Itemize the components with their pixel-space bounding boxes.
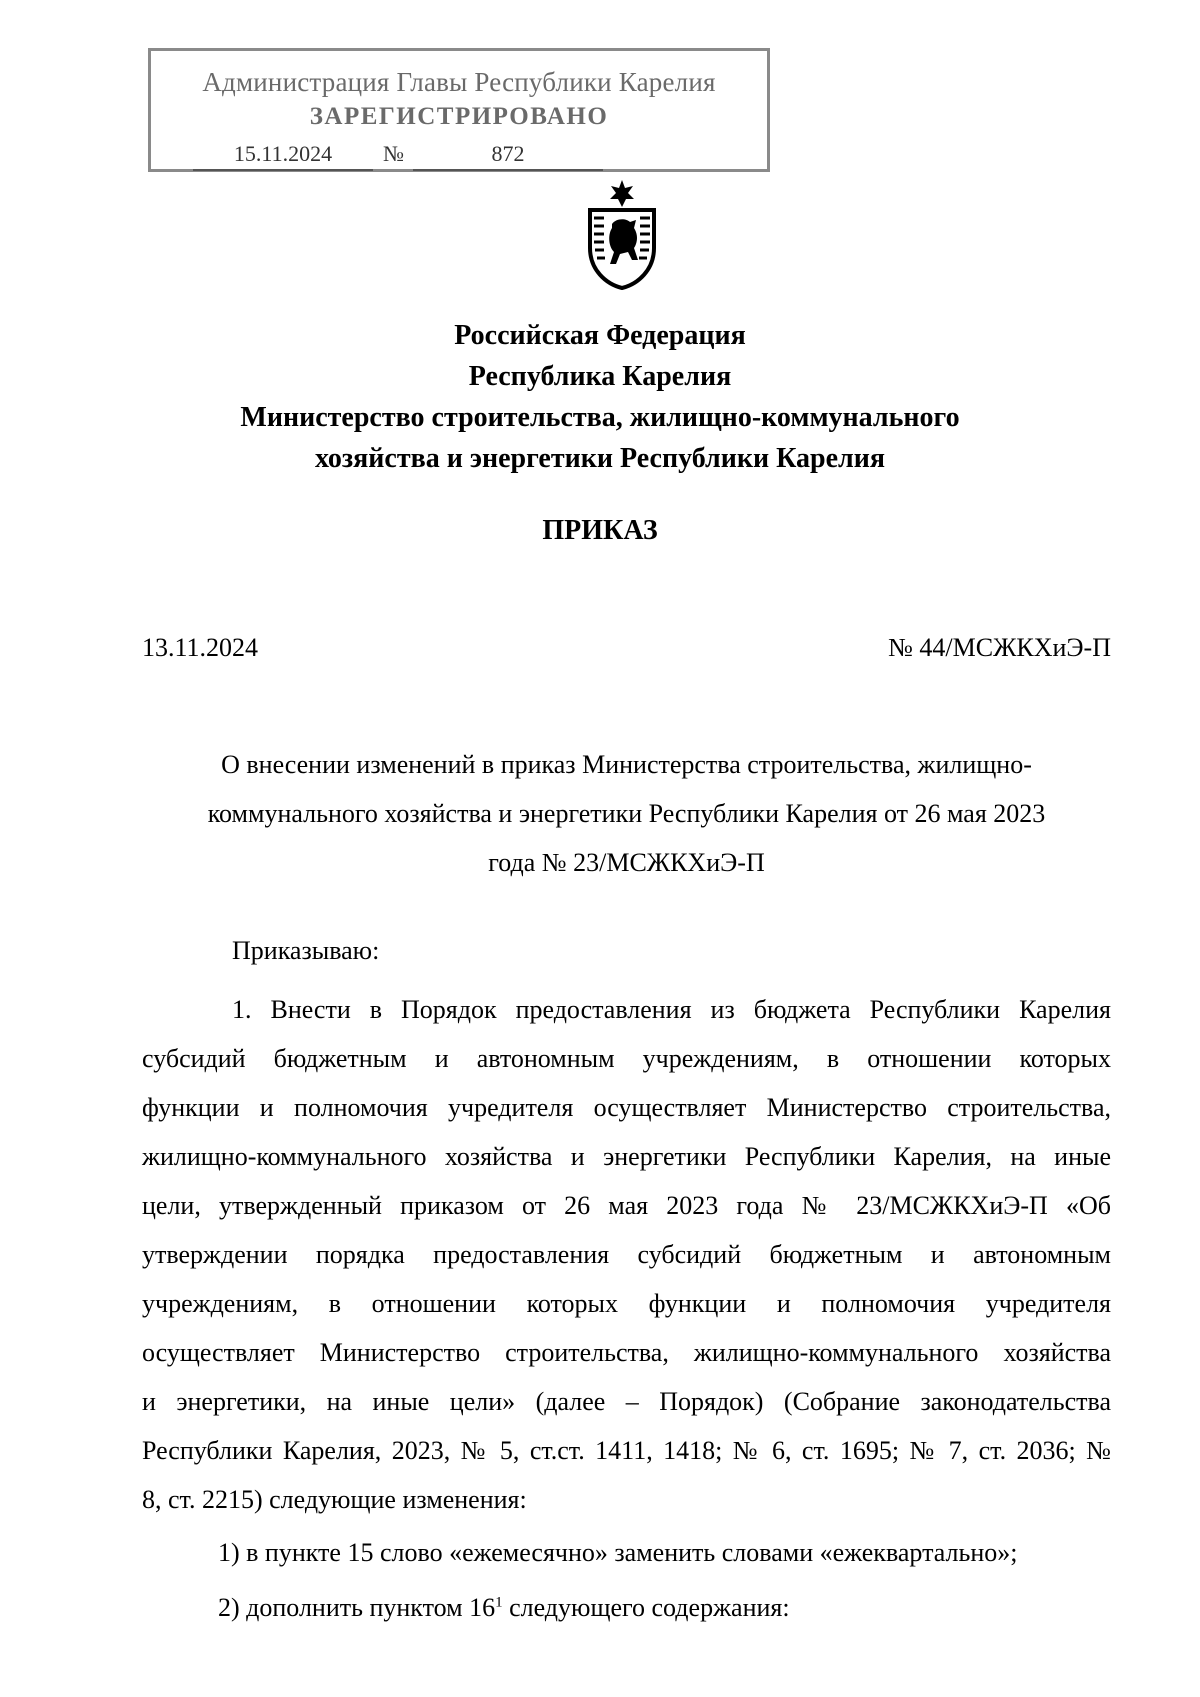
document-type: ПРИКАЗ [542, 515, 658, 546]
stamp-date: 15.11.2024 [233, 141, 333, 166]
paragraph-line: жилищно-коммунального хозяйства и энергетики Республики Карелия, на иные [142, 1142, 1111, 1171]
stamp-organization: Администрация Главы Республики Карелия [202, 67, 716, 97]
paragraph-line: 1. Внести в Порядок предоставления из бюджета Республики Карелия [232, 995, 1111, 1024]
paragraph-line: субсидий бюджетным и автономным учреждениям, в отношении которых [142, 1044, 1111, 1073]
header-country: Российская Федерация [454, 320, 746, 351]
paragraph-line: учреждениям, в отношении которых функции и полномочия учредителя [142, 1289, 1111, 1318]
subject-line-3: года № 23/МСЖКХиЭ-П [488, 848, 765, 877]
header-ministry-line1: Министерство строительства, жилищно-коммунального [240, 402, 960, 433]
order-intro: Приказываю: [232, 936, 380, 965]
stamp-date-underline [193, 169, 373, 171]
list-item-2-superscript: 1 [495, 1594, 503, 1611]
stamp-status: ЗАРЕГИСТРИРОВАНО [309, 103, 609, 130]
paragraph-line: цели, утвержденный приказом от 26 мая 2023 года № 23/МСЖКХиЭ-П «Об [142, 1191, 1111, 1220]
paragraph-line: функции и полномочия учредителя осуществляет Министерство строительства, [142, 1093, 1111, 1122]
list-item-2-prefix: 2) дополнить пунктом 16 [218, 1593, 496, 1622]
paragraph-line: осуществляет Министерство строительства, жилищно-коммунального хозяйства [142, 1338, 1111, 1367]
stamp-number-sign: № [383, 141, 404, 166]
stamp-number-underline [413, 169, 603, 171]
header-republic: Республика Карелия [468, 361, 732, 392]
subject-line-2: коммунального хозяйства и энергетики Республики Карелия от 26 мая 2023 [207, 799, 1046, 828]
document-date: 13.11.2024 [142, 633, 259, 662]
paragraph-line: Республики Карелия, 2023, № 5, ст.ст. 1411, 1418; № 6, ст. 1695; № 7, ст. 2036; № [142, 1436, 1111, 1465]
karelia-coat-of-arms-icon [582, 178, 662, 290]
header-ministry-line2: хозяйства и энергетики Республики Карелия [314, 443, 886, 474]
list-item-2 [218, 1583, 790, 1632]
list-item-2-suffix: следующего содержания: [502, 1593, 790, 1622]
paragraph-line: утверждении порядка предоставления субсидий бюджетным и автономным [142, 1240, 1111, 1269]
document-header [0, 315, 1200, 479]
paragraph-line: и энергетики, на иные цели» (далее – Порядок) (Собрание законодательства [142, 1387, 1111, 1416]
list-item-1: 1) в пункте 15 слово «ежемесячно» заменить словами «ежеквартально»; [218, 1538, 1018, 1567]
paragraph-line: 8, ст. 2215) следующие изменения: [142, 1485, 527, 1514]
stamp-number: 872 [491, 141, 525, 166]
subject-line-1: О внесении изменений в приказ Министерства строительства, жилищно- [221, 750, 1032, 779]
registration-stamp [148, 48, 770, 172]
document-number: № 44/МСЖКХиЭ-П [888, 633, 1111, 662]
